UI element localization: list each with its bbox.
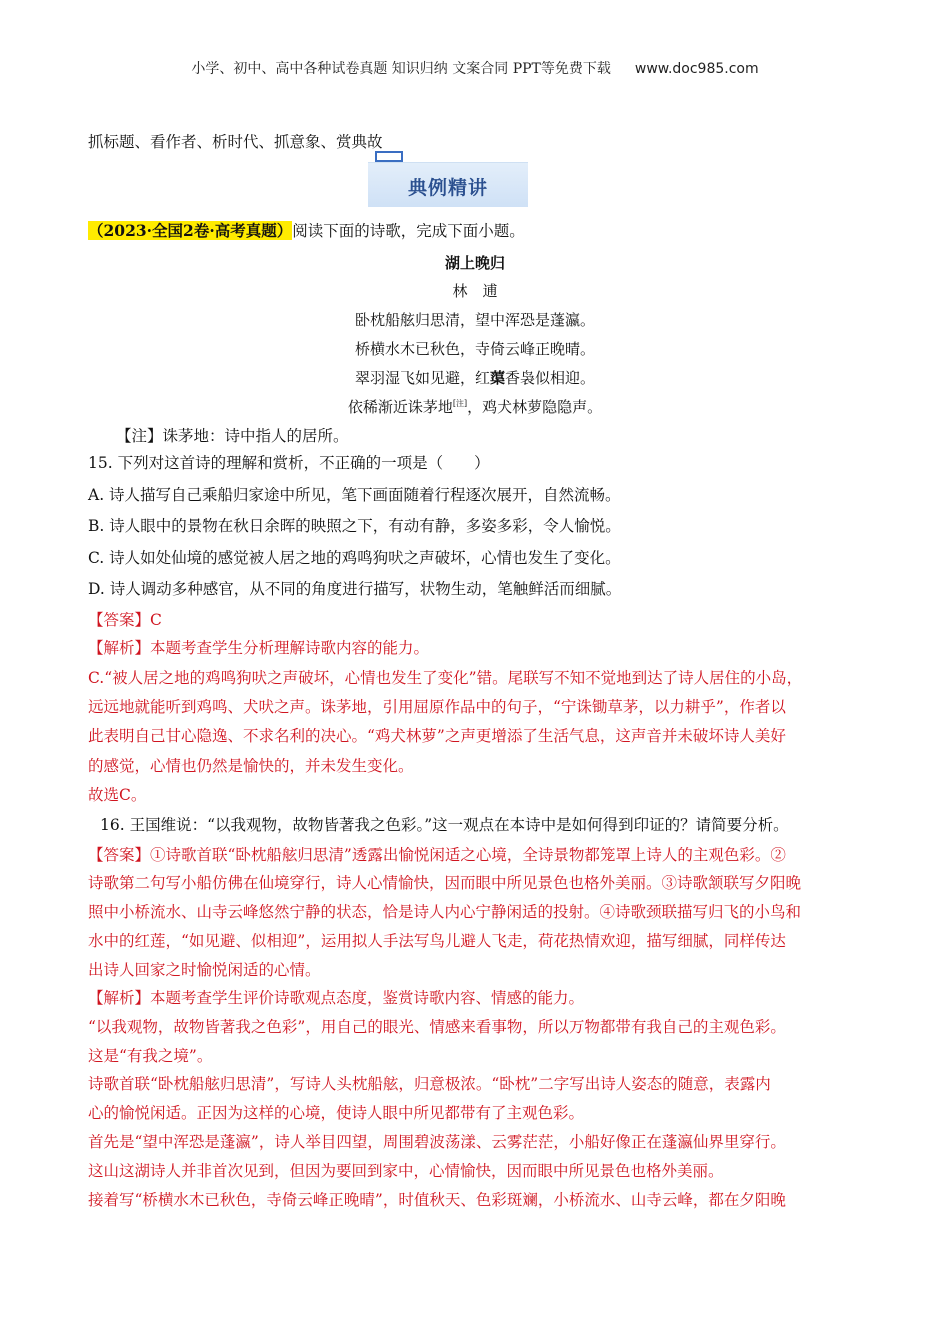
q16-answer-line: 照中小桥流水、山寺云峰悠然宁静的状态，恰是诗人内心宁静闲适的投射。④诗歌颈联描写归飞的小鸟和 [88, 903, 802, 921]
q16-analysis-line: 这是“有我之境”。 [88, 1047, 213, 1065]
intro-text: 阅读下面的诗歌，完成下面小题。 [292, 222, 525, 240]
q16-answer-line: 【答案】①诗歌首联“卧枕船舷归思清”透露出愉悦闲适之心境，全诗景物都笼罩上诗人的主观色彩。② [88, 846, 786, 864]
q16-analysis-line: 【解析】本题考查学生评价诗歌观点态度，鉴赏诗歌内容、情感的能力。 [88, 989, 585, 1007]
poem-line: 卧枕船舷归思清，望中浑恐是蓬瀛。 [354, 311, 595, 329]
q15-stem: 15. 下列对这首诗的理解和赏析，不正确的一项是（ ） [88, 454, 490, 472]
q15-answer: 【答案】C [88, 611, 162, 629]
method-line: 抓标题、看作者、析时代、抓意象、赏典故 [88, 133, 383, 151]
q16-answer-line: 水中的红莲，“如见避、似相迎”，运用拟人手法写鸟儿避人飞走，荷花热情欢迎，描写细腻，同样传达 [88, 932, 786, 950]
header-text: 小学、初中、高中各种试卷真题 知识归纳 文案合同 PPT等免费下载 [191, 61, 611, 77]
site-header [0, 58, 950, 78]
q16-stem: 16. 王国维说：“以我观物，故物皆著我之色彩。”这一观点在本诗中是如何得到印证的？请简要分析。 [100, 816, 789, 834]
q16-analysis-line: 诗歌首联“卧枕船舷归思清”，写诗人头枕船舷，归意极浓。“卧枕”二字写出诗人姿态的随意，表露内 [88, 1075, 771, 1093]
poem-line-part: ，鸡犬林萝隐隐声。 [467, 398, 603, 416]
section-banner [368, 162, 528, 207]
q16-analysis-line: 心的愉悦闲适。正因为这样的心境，使诗人眼中所见都带有了主观色彩。 [88, 1104, 585, 1122]
note-marker: [注] [452, 399, 468, 408]
q15-explanation-line: 的感觉，心情也仍然是愉快的，并未发生变化。 [88, 757, 414, 775]
poem-note: 【注】诛茅地：诗中指人的居所。 [116, 427, 349, 445]
poem-line-part: 香袅似相迎。 [505, 369, 596, 387]
intro-line [88, 221, 525, 241]
poem-line [0, 396, 950, 417]
q16-analysis-line: 首先是“望中浑恐是蓬瀛”，诗人举目四望，周围碧波荡漾、云雾茫茫，小船好像正在蓬瀛仙界里穿行。 [88, 1133, 786, 1151]
poem-line-bold-char: 蕖 [489, 369, 505, 387]
q16-answer-line: 诗歌第二句写小船仿佛在仙境穿行，诗人心情愉快，因而眼中所见景色也格外美丽。③诗歌颔联写夕阳晚 [88, 874, 802, 892]
q16-analysis-line: 这山这湖诗人并非首次见到，但因为要回到家中，心情愉快，因而眼中所见景色也格外美丽。 [88, 1162, 724, 1180]
q15-explanation-line: C.“被人居之地的鸡鸣狗吠之声破坏，心情也发生了变化”错。尾联写不知不觉地到达了诗人居住的小岛， [88, 669, 803, 687]
banner-tab-decoration [375, 151, 403, 162]
q15-analysis: 【解析】本题考查学生分析理解诗歌内容的能力。 [88, 639, 430, 657]
q16-answer-line: 出诗人回家之时愉悦闲适的心情。 [88, 961, 321, 979]
poem-line [0, 367, 950, 388]
poem-line-part: 翠羽湿飞如见避，红 [354, 369, 490, 387]
q15-option-a: A. 诗人描写自己乘船归家途中所见，笔下画面随着行程逐次展开，自然流畅。 [88, 486, 621, 504]
header-url[interactable]: www.doc985.com [634, 61, 759, 77]
poem-line: 桥横水木已秋色，寺倚云峰正晚晴。 [354, 340, 595, 358]
source-highlight: （2023·全国2卷·高考真题） [88, 221, 293, 240]
poem-line-part: 依稀渐近诛茅地 [347, 398, 453, 416]
poem-author: 林 逋 [452, 282, 498, 300]
q15-conclusion: 故选C。 [88, 786, 147, 804]
banner-title: 典例精讲 [407, 177, 488, 199]
q15-option-d: D. 诗人调动多种感官，从不同的角度进行描写，状物生动，笔触鲜活而细腻。 [88, 580, 622, 598]
q15-explanation-line: 远远地就能听到鸡鸣、犬吠之声。诛茅地，引用屈原作品中的句子，“宁诛锄草茅，以力耕乎”，作者以 [88, 698, 786, 716]
q15-option-b: B. 诗人眼中的景物在秋日余晖的映照之下，有动有静，多姿多彩，令人愉悦。 [88, 517, 621, 535]
q16-analysis-line: 接着写“桥横水木已秋色，寺倚云峰正晚晴”，时值秋天、色彩斑斓，小桥流水、山寺云峰，都在夕阳晚 [88, 1191, 786, 1209]
q16-analysis-line: “以我观物，故物皆著我之色彩”，用自己的眼光、情感来看事物，所以万物都带有我自己的主观色彩。 [88, 1018, 786, 1036]
q15-option-c: C. 诗人如处仙境的感觉被人居之地的鸡鸣狗吠之声破坏，心情也发生了变化。 [88, 549, 621, 567]
q15-explanation-line: 此表明自己甘心隐逸、不求名利的决心。“鸡犬林萝”之声更增添了生活气息，这声音并未破坏诗人美好 [88, 727, 786, 745]
poem-title: 湖上晚归 [444, 254, 505, 272]
